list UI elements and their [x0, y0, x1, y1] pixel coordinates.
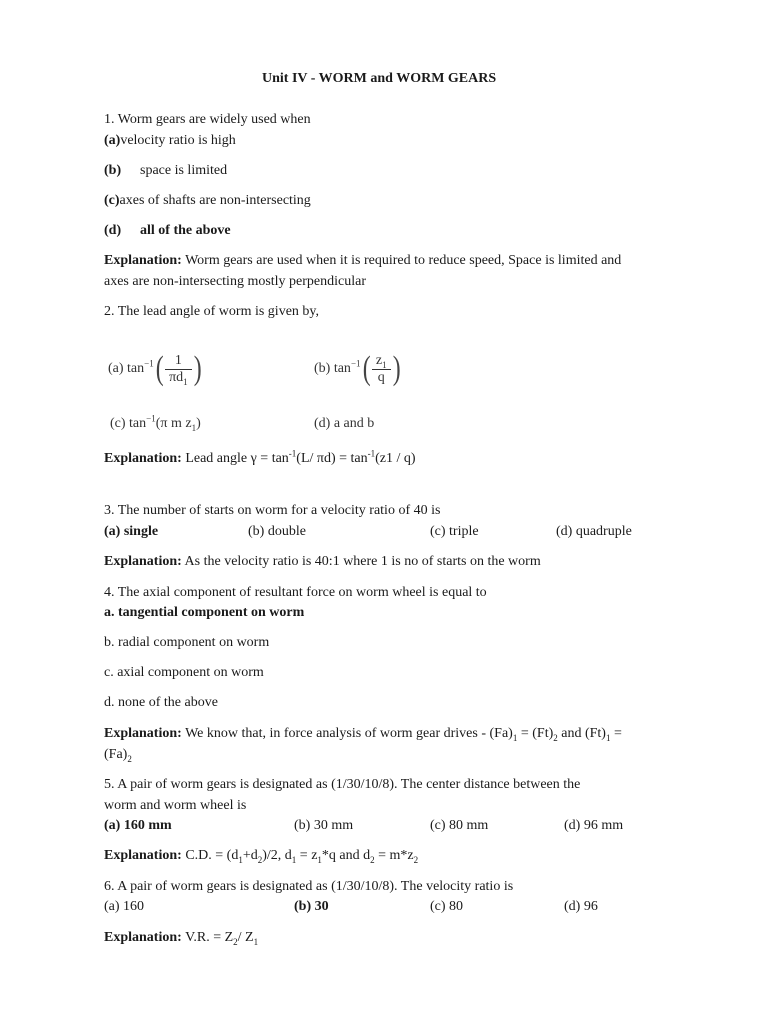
- option-label: (b): [314, 361, 331, 377]
- tan-function: tan: [127, 361, 145, 377]
- explanation-label: Explanation:: [104, 451, 182, 466]
- option-text: all of the above: [140, 223, 231, 238]
- inverse-sup: −1: [350, 358, 361, 369]
- tan-function: tan: [129, 416, 147, 431]
- q4-option-d: d. none of the above: [104, 695, 218, 710]
- option-label: (b): [104, 163, 122, 178]
- numerator: 1: [165, 353, 192, 370]
- explanation-text: Worm gears are used when it is required to reduce speed, Space is limited and: [185, 253, 622, 268]
- q6-option-d: (d) 96: [564, 899, 598, 914]
- q2-option-d: [314, 414, 374, 434]
- explanation-label: Explanation:: [104, 554, 182, 569]
- q4-explanation: Explanation: We know that, in force analysis of worm gear drives - $(Fa)_1 = (Ft)_2$ and $(Ft)_1$ =: [104, 726, 622, 743]
- explanation-label: Explanation:: [104, 848, 182, 863]
- q4-option-b: b. radial component on worm: [104, 635, 270, 650]
- q1-explanation: [104, 252, 621, 270]
- q5-option-c: (c) 80 mm: [430, 818, 489, 833]
- question-6: 6. A pair of worm gears is designated as (1/30/10/8). The velocity ratio is: [104, 879, 514, 894]
- numerator: $z_1$: [372, 353, 391, 370]
- q3-option-b: (b) double: [248, 524, 306, 539]
- option-text: velocity ratio is high: [120, 133, 236, 148]
- q2-option-b: (b) $\tan^{-1}$( $\frac{z_1}{q}$ ): [314, 350, 401, 387]
- fraction: [165, 353, 192, 386]
- explanation-label: Explanation:: [104, 726, 182, 741]
- fraction: [372, 353, 391, 386]
- q5-option-a: (a) 160 mm: [104, 818, 172, 833]
- option-label: (c): [104, 193, 120, 208]
- tan-function: tan: [333, 361, 351, 377]
- explanation-label: Explanation:: [104, 253, 182, 268]
- q1-option-c: [104, 192, 311, 210]
- option-label: (a): [108, 361, 124, 377]
- question-4: 4. The axial component of resultant force on worm wheel is equal to: [104, 585, 487, 600]
- option-label: (a): [104, 133, 121, 148]
- q3-option-c: (c) triple: [430, 524, 479, 539]
- explanation-label: Explanation:: [104, 930, 182, 945]
- inverse-sup: −1: [146, 413, 156, 424]
- inverse-sup: −1: [144, 358, 154, 369]
- q2-option-c: (c) $\tan^{-1}(\pi$ m $z_1$): [110, 413, 201, 433]
- option-text: space is limited: [140, 163, 228, 178]
- q1-option-b: [104, 162, 228, 180]
- q6-explanation: Explanation: V.R. = $Z_2/$ $Z_1$: [104, 930, 259, 947]
- page-title: Unit IV - WORM and WORM GEARS: [262, 71, 497, 86]
- q1-option-a: [104, 132, 236, 150]
- q6-option-c: (c) 80: [430, 899, 464, 914]
- q4-explanation-cont: $(Fa)_2$: [104, 747, 132, 764]
- q4-option-a: a. tangential component on worm: [104, 605, 305, 620]
- q5-option-b: (b) 30 mm: [294, 818, 354, 833]
- option-text: axes of shafts are non-intersecting: [119, 193, 311, 208]
- q1-explanation-cont: axes are non-intersecting mostly perpendicular: [104, 274, 367, 289]
- q3-explanation: Explanation: As the velocity ratio is 40:1 where 1 is no of starts on the worm: [104, 554, 541, 569]
- denominator: q: [377, 369, 385, 385]
- q6-option-a: (a) 160: [104, 899, 145, 914]
- denominator: $\pi d_1$: [169, 369, 188, 387]
- question-2: 2. The lead angle of worm is given by,: [104, 304, 320, 319]
- question-3: 3. The number of starts on worm for a velocity ratio of 40 is: [104, 503, 441, 518]
- q2-option-a: (a) $\tan^{-1}$( $\frac{1}{\pi d_1}$ ): [108, 350, 202, 387]
- question-1: 1. Worm gears are widely used when: [104, 112, 311, 127]
- option-text: a and b: [333, 416, 375, 431]
- option-label: (c): [110, 416, 126, 431]
- q6-option-b: (b) 30: [294, 899, 329, 914]
- q4-option-c: c. axial component on worm: [104, 665, 264, 680]
- q5-explanation: Explanation: C.D. = $(d_1+d_2)/2$, $d_1 = z_1*q$ and $d_2 = m*z_2$: [104, 848, 419, 865]
- q3-option-a: (a) single: [104, 524, 159, 539]
- q1-option-d: [104, 222, 231, 240]
- option-label: (d): [314, 416, 331, 431]
- question-5: 5. A pair of worm gears is designated as (1/30/10/8). The center distance between the: [104, 777, 581, 792]
- question-5-cont: worm and worm wheel is: [104, 798, 247, 813]
- q5-option-d: (d) 96 mm: [564, 818, 624, 833]
- option-label: (d): [104, 223, 122, 238]
- q2-explanation: Explanation: Lead angle $\gamma = \tan^{-1}(L/$ $\pi d) = \tan^{-1}(z1 / q)$: [104, 448, 416, 466]
- q3-option-d: (d) quadruple: [556, 524, 632, 539]
